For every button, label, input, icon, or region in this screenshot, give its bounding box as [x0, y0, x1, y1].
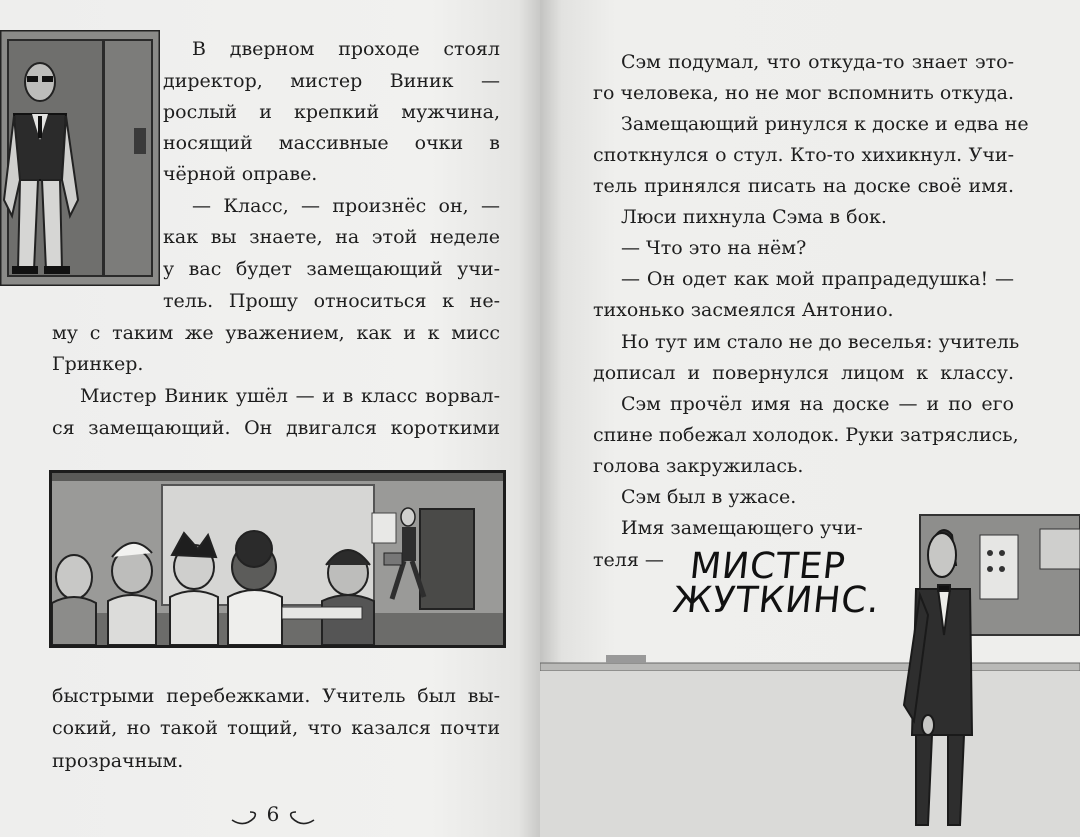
text-line: тель. Прошу относиться к не-	[163, 290, 500, 312]
text-line: В дверном проходе стоял	[192, 38, 500, 60]
page-number-text: 6	[266, 802, 280, 826]
text-line: у вас будет замещающий учи-	[163, 258, 500, 280]
text-line: директор, мистер Виник —	[163, 70, 500, 92]
text-line: Люси пихнула Сэма в бок.	[621, 206, 887, 228]
text-line: рослый и крепкий мужчина,	[163, 101, 500, 123]
text-line: — Класс, — произнёс он, —	[192, 195, 500, 217]
teacher-name-line2: ЖУТКИНС.	[670, 580, 882, 621]
text-line: голова закружилась.	[593, 455, 804, 477]
teacher-name-line1: МИСТЕР	[687, 546, 848, 587]
text-line: го человека, но не мог вспомнить откуда.	[593, 82, 1014, 104]
text-line: быстрыми перебежками. Учитель был вы-	[52, 685, 500, 707]
text-line: му с таким же уважением, как и к мисс	[52, 322, 500, 344]
text-line: тихонько засмеялся Антонио.	[593, 299, 894, 321]
text-line: Замещающий ринулся к доске и едва не	[621, 113, 1029, 135]
text-line: носящий массивные очки в	[163, 132, 500, 154]
text-line: споткнулся о стул. Кто-то хихикнул. Учи-	[593, 144, 1014, 166]
text-line: Сэм был в ужасе.	[621, 486, 797, 508]
text-line: Сэм подумал, что откуда-то знает это-	[621, 51, 1014, 73]
text-line: — Он одет как мой прапрадедушка! —	[621, 268, 1014, 290]
text-line: — Что это на нём?	[621, 237, 807, 259]
text-line: Имя замещающего учи-	[621, 517, 863, 539]
text-line: Но тут им стало не до веселья: учитель	[621, 331, 1020, 353]
text-line: чёрной оправе.	[163, 163, 318, 185]
text-line: как вы знаете, на этой неделе	[163, 226, 500, 248]
text-line: сокий, но такой тощий, что казался почти	[52, 717, 500, 739]
principal-illustration	[0, 30, 160, 286]
text-line: Сэм прочёл имя на доске — и по его	[621, 393, 1014, 415]
page-number	[228, 800, 318, 830]
text-line: Гринкер.	[52, 353, 144, 375]
right-page	[540, 0, 1080, 837]
text-line: теля —	[593, 549, 664, 571]
text-line: Мистер Виник ушёл — и в класс ворвал-	[80, 385, 500, 407]
text-line: прозрачным.	[52, 750, 184, 772]
text-line: спине побежал холодок. Руки затряслись,	[593, 424, 1019, 446]
text-line: ся замещающий. Он двигался короткими	[52, 417, 500, 439]
text-line: тель принялся писать на доске своё имя.	[593, 175, 1014, 197]
text-line: дописал и повернулся лицом к классу.	[593, 362, 1014, 384]
classroom-illustration	[49, 470, 506, 648]
